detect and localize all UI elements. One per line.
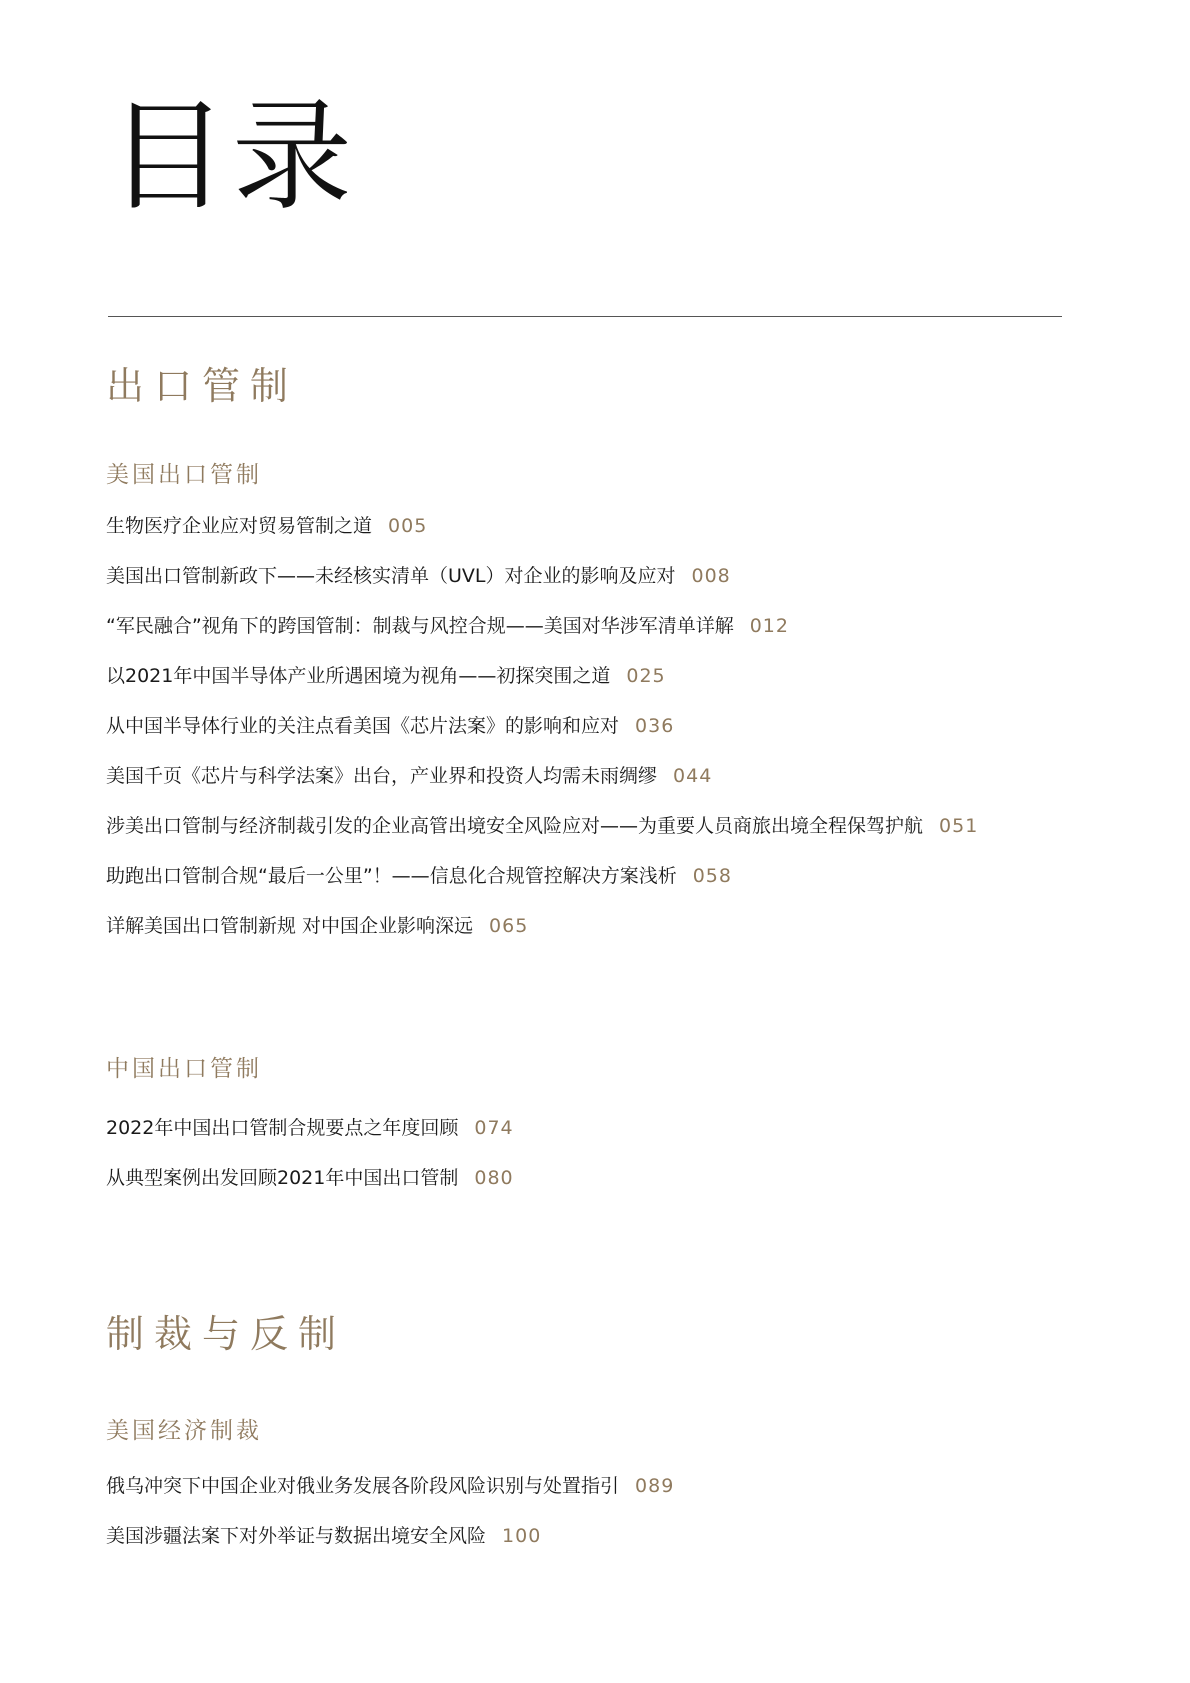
toc-entry[interactable] (106, 614, 978, 664)
toc-entry[interactable] (106, 564, 978, 614)
toc-entry-title: 从典型案例出发回顾2021年中国出口管制 (106, 1167, 459, 1189)
toc-entry[interactable] (106, 814, 978, 864)
toc-entry-title: 以2021年中国半导体产业所遇困境为视角——初探突围之道 (106, 665, 611, 687)
group-title-us-export-control: 美国出口管制 (106, 462, 262, 488)
title-divider (108, 316, 1062, 317)
toc-list-china-export-control (106, 1116, 514, 1216)
toc-entry-page: 012 (749, 615, 789, 637)
toc-entry-title: 美国涉疆法案下对外举证与数据出境安全风险 (106, 1525, 487, 1547)
toc-entry-title: 2022年中国出口管制合规要点之年度回顾 (106, 1117, 459, 1139)
toc-entry-title: 生物医疗企业应对贸易管制之道 (106, 515, 373, 537)
toc-entry[interactable] (106, 1524, 674, 1574)
toc-entry[interactable] (106, 514, 978, 564)
toc-entry[interactable] (106, 864, 978, 914)
toc-entry-title: 俄乌冲突下中国企业对俄业务发展各阶段风险识别与处置指引 (106, 1475, 620, 1497)
toc-entry-page: 044 (673, 765, 713, 787)
toc-list-us-sanctions (106, 1474, 674, 1574)
group-title-china-export-control: 中国出口管制 (106, 1056, 262, 1082)
toc-entry-title: 美国千页《芯片与科学法案》出台，产业界和投资人均需未雨绸缪 (106, 765, 658, 787)
page-title: 目录 (108, 88, 356, 227)
toc-entry[interactable] (106, 1166, 514, 1216)
section-title-export-control: 出口管制 (106, 364, 299, 408)
toc-entry[interactable] (106, 664, 978, 714)
toc-entry-page: 051 (939, 815, 979, 837)
toc-entry-page: 036 (635, 715, 675, 737)
toc-entry[interactable] (106, 1116, 514, 1166)
toc-entry-title: 助跑出口管制合规“最后一公里”！——信息化合规管控解决方案浅析 (106, 865, 677, 887)
toc-entry-page: 005 (388, 515, 428, 537)
toc-list-us-export-control (106, 514, 978, 964)
toc-entry-page: 025 (626, 665, 666, 687)
toc-entry-page: 080 (474, 1167, 514, 1189)
toc-entry-title: 涉美出口管制与经济制裁引发的企业高管出境安全风险应对——为重要人员商旅出境全程保驾护航 (106, 815, 924, 837)
section-title-sanctions: 制裁与反制 (106, 1312, 347, 1356)
toc-entry[interactable] (106, 1474, 674, 1524)
toc-entry[interactable] (106, 714, 978, 764)
toc-entry-page: 058 (692, 865, 732, 887)
toc-entry-title: 详解美国出口管制新规 对中国企业影响深远 (106, 915, 474, 937)
toc-entry-title: 从中国半导体行业的关注点看美国《芯片法案》的影响和应对 (106, 715, 620, 737)
toc-entry-page: 089 (635, 1475, 675, 1497)
group-title-us-sanctions: 美国经济制裁 (106, 1418, 262, 1444)
toc-entry[interactable] (106, 764, 978, 814)
toc-entry[interactable] (106, 914, 978, 964)
toc-entry-page: 074 (474, 1117, 514, 1139)
toc-entry-page: 100 (502, 1525, 542, 1547)
toc-entry-title: 美国出口管制新政下——未经核实清单（UVL）对企业的影响及应对 (106, 565, 676, 587)
toc-entry-title: “军民融合”视角下的跨国管制：制裁与风控合规——美国对华涉军清单详解 (106, 615, 734, 637)
toc-entry-page: 008 (691, 565, 731, 587)
toc-entry-page: 065 (489, 915, 529, 937)
